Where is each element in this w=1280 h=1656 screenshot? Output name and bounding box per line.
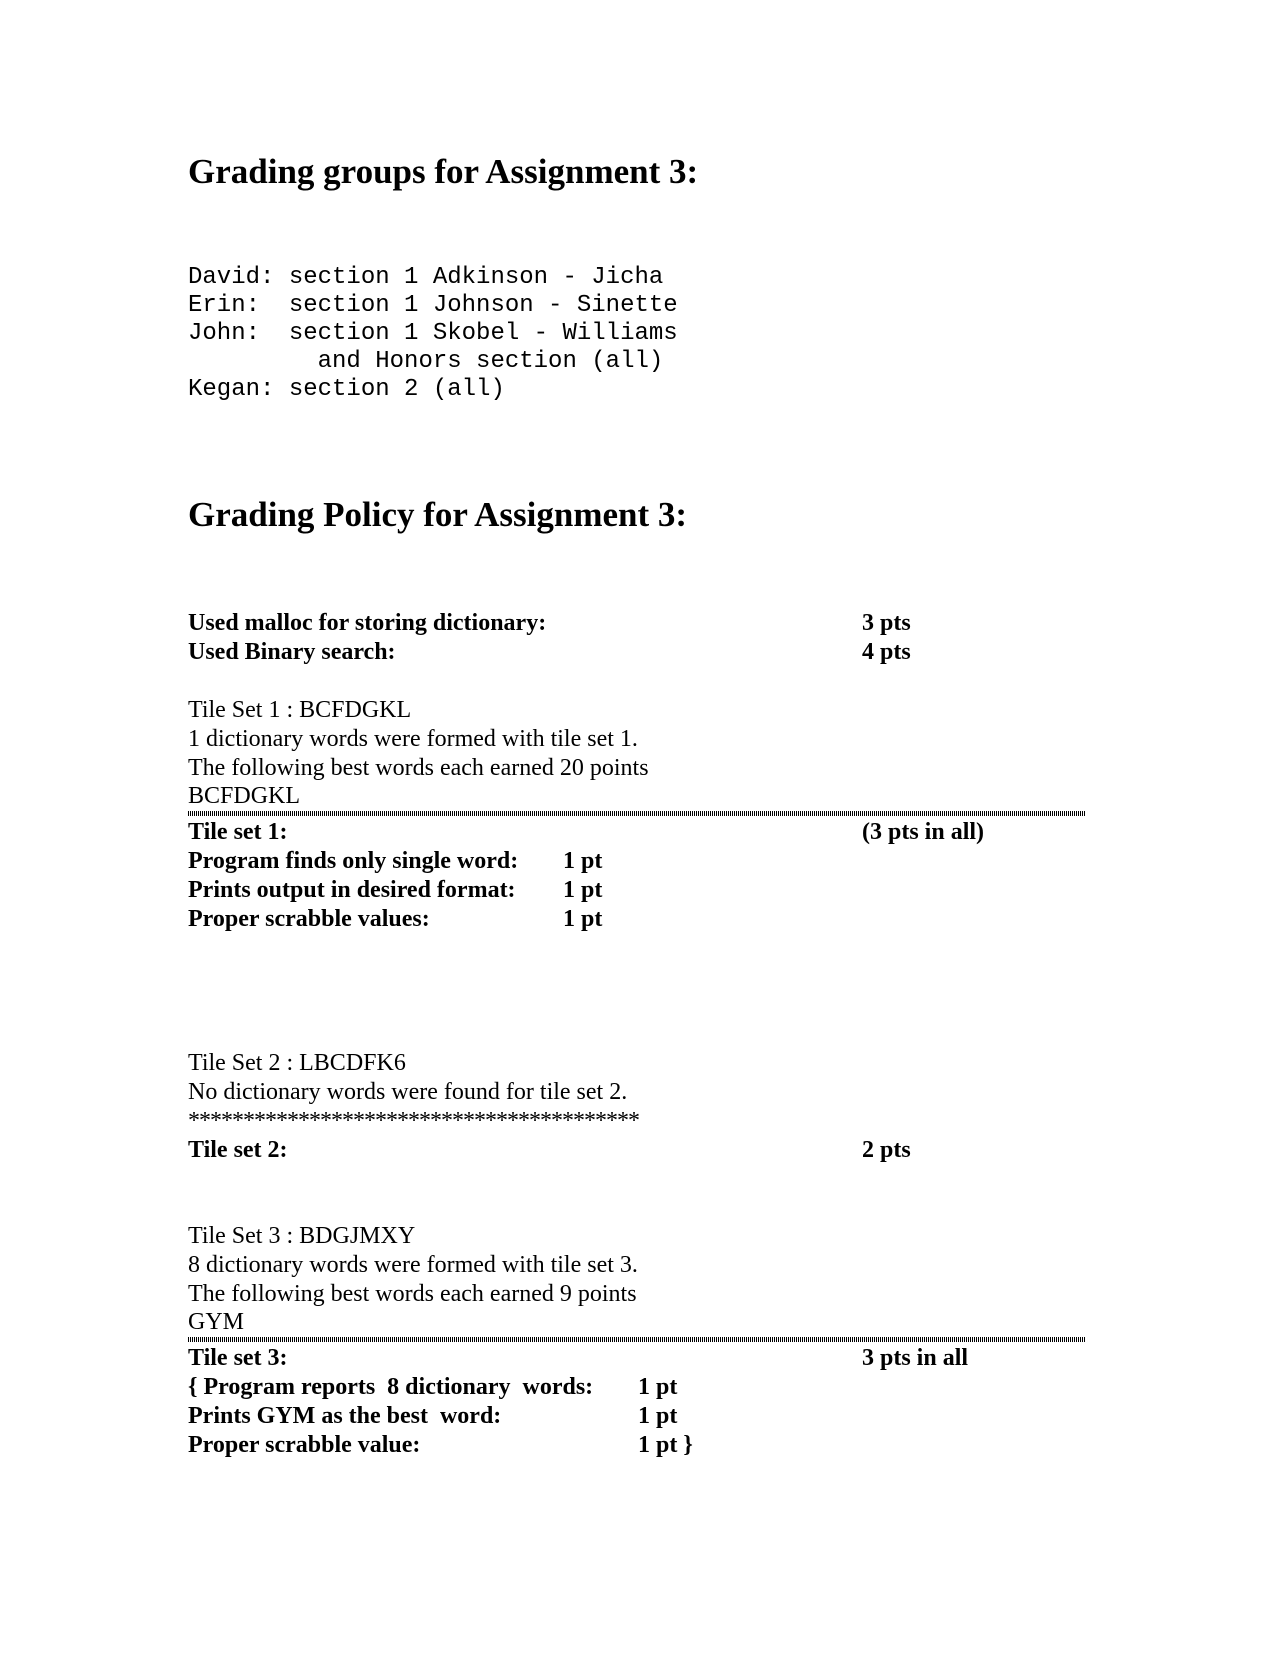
tileset1-criterion-label: Program finds only single word:: [188, 848, 519, 874]
dotted-separator: [188, 811, 1086, 816]
tileset1-criterion-points: 1 pt: [563, 877, 603, 903]
tileset1-total: (3 pts in all): [862, 819, 985, 845]
group-line: David: section 1 Adkinson - Jicha: [188, 264, 664, 291]
policy-item-label: Used Binary search:: [188, 639, 396, 665]
tileset3-criterion-points: 1 pt: [638, 1374, 678, 1400]
tileset2-asterisk-line: *****************************************: [188, 1108, 639, 1134]
tileset3-output-line: GYM: [188, 1309, 245, 1335]
tileset3-total: 3 pts in all: [862, 1345, 969, 1371]
tileset1-output-line: BCFDGKL: [188, 783, 301, 809]
tileset2-label: Tile set 2:: [188, 1137, 288, 1163]
tileset1-criterion-points: 1 pt: [563, 848, 603, 874]
group-line: John: section 1 Skobel - Williams: [188, 320, 678, 347]
tileset3-criterion-points: 1 pt: [638, 1403, 678, 1429]
tileset1-criterion-label: Prints output in desired format:: [188, 877, 516, 903]
policy-item-points: 3 pts: [862, 610, 911, 636]
dotted-separator: [188, 1337, 1086, 1342]
tileset2-total: 2 pts: [862, 1137, 911, 1163]
tileset1-output-line: 1 dictionary words were formed with tile set 1.: [188, 726, 638, 752]
tileset3-label: Tile set 3:: [188, 1345, 288, 1371]
tileset3-output-line: 8 dictionary words were formed with tile set 3.: [188, 1252, 638, 1278]
tileset1-criterion-label: Proper scrabble values:: [188, 906, 430, 932]
tileset3-criterion-label: Prints GYM as the best word:: [188, 1403, 502, 1429]
tileset3-output-line: Tile Set 3 : BDGJMXY: [188, 1223, 416, 1249]
tileset1-output-line: Tile Set 1 : BCFDGKL: [188, 697, 412, 723]
tileset3-criterion-label: { Program reports 8 dictionary words:: [188, 1374, 594, 1400]
tileset1-criterion-points: 1 pt: [563, 906, 603, 932]
grading-groups-title: Grading groups for Assignment 3:: [188, 152, 699, 191]
grading-policy-title: Grading Policy for Assignment 3:: [188, 495, 688, 534]
tileset1-label: Tile set 1:: [188, 819, 288, 845]
tileset2-output-line: Tile Set 2 : LBCDFK6: [188, 1050, 406, 1076]
policy-item-label: Used malloc for storing dictionary:: [188, 610, 547, 636]
policy-item-points: 4 pts: [862, 639, 911, 665]
tileset1-output-line: The following best words each earned 20 points: [188, 755, 649, 781]
tileset2-output-line: No dictionary words were found for tile set 2.: [188, 1079, 628, 1105]
group-line: Kegan: section 2 (all): [188, 376, 505, 403]
group-line: and Honors section (all): [188, 348, 664, 375]
tileset3-output-line: The following best words each earned 9 points: [188, 1281, 637, 1307]
group-line: Erin: section 1 Johnson - Sinette: [188, 292, 678, 319]
tileset3-criterion-label: Proper scrabble value:: [188, 1432, 421, 1458]
tileset3-criterion-points: 1 pt }: [638, 1432, 693, 1458]
